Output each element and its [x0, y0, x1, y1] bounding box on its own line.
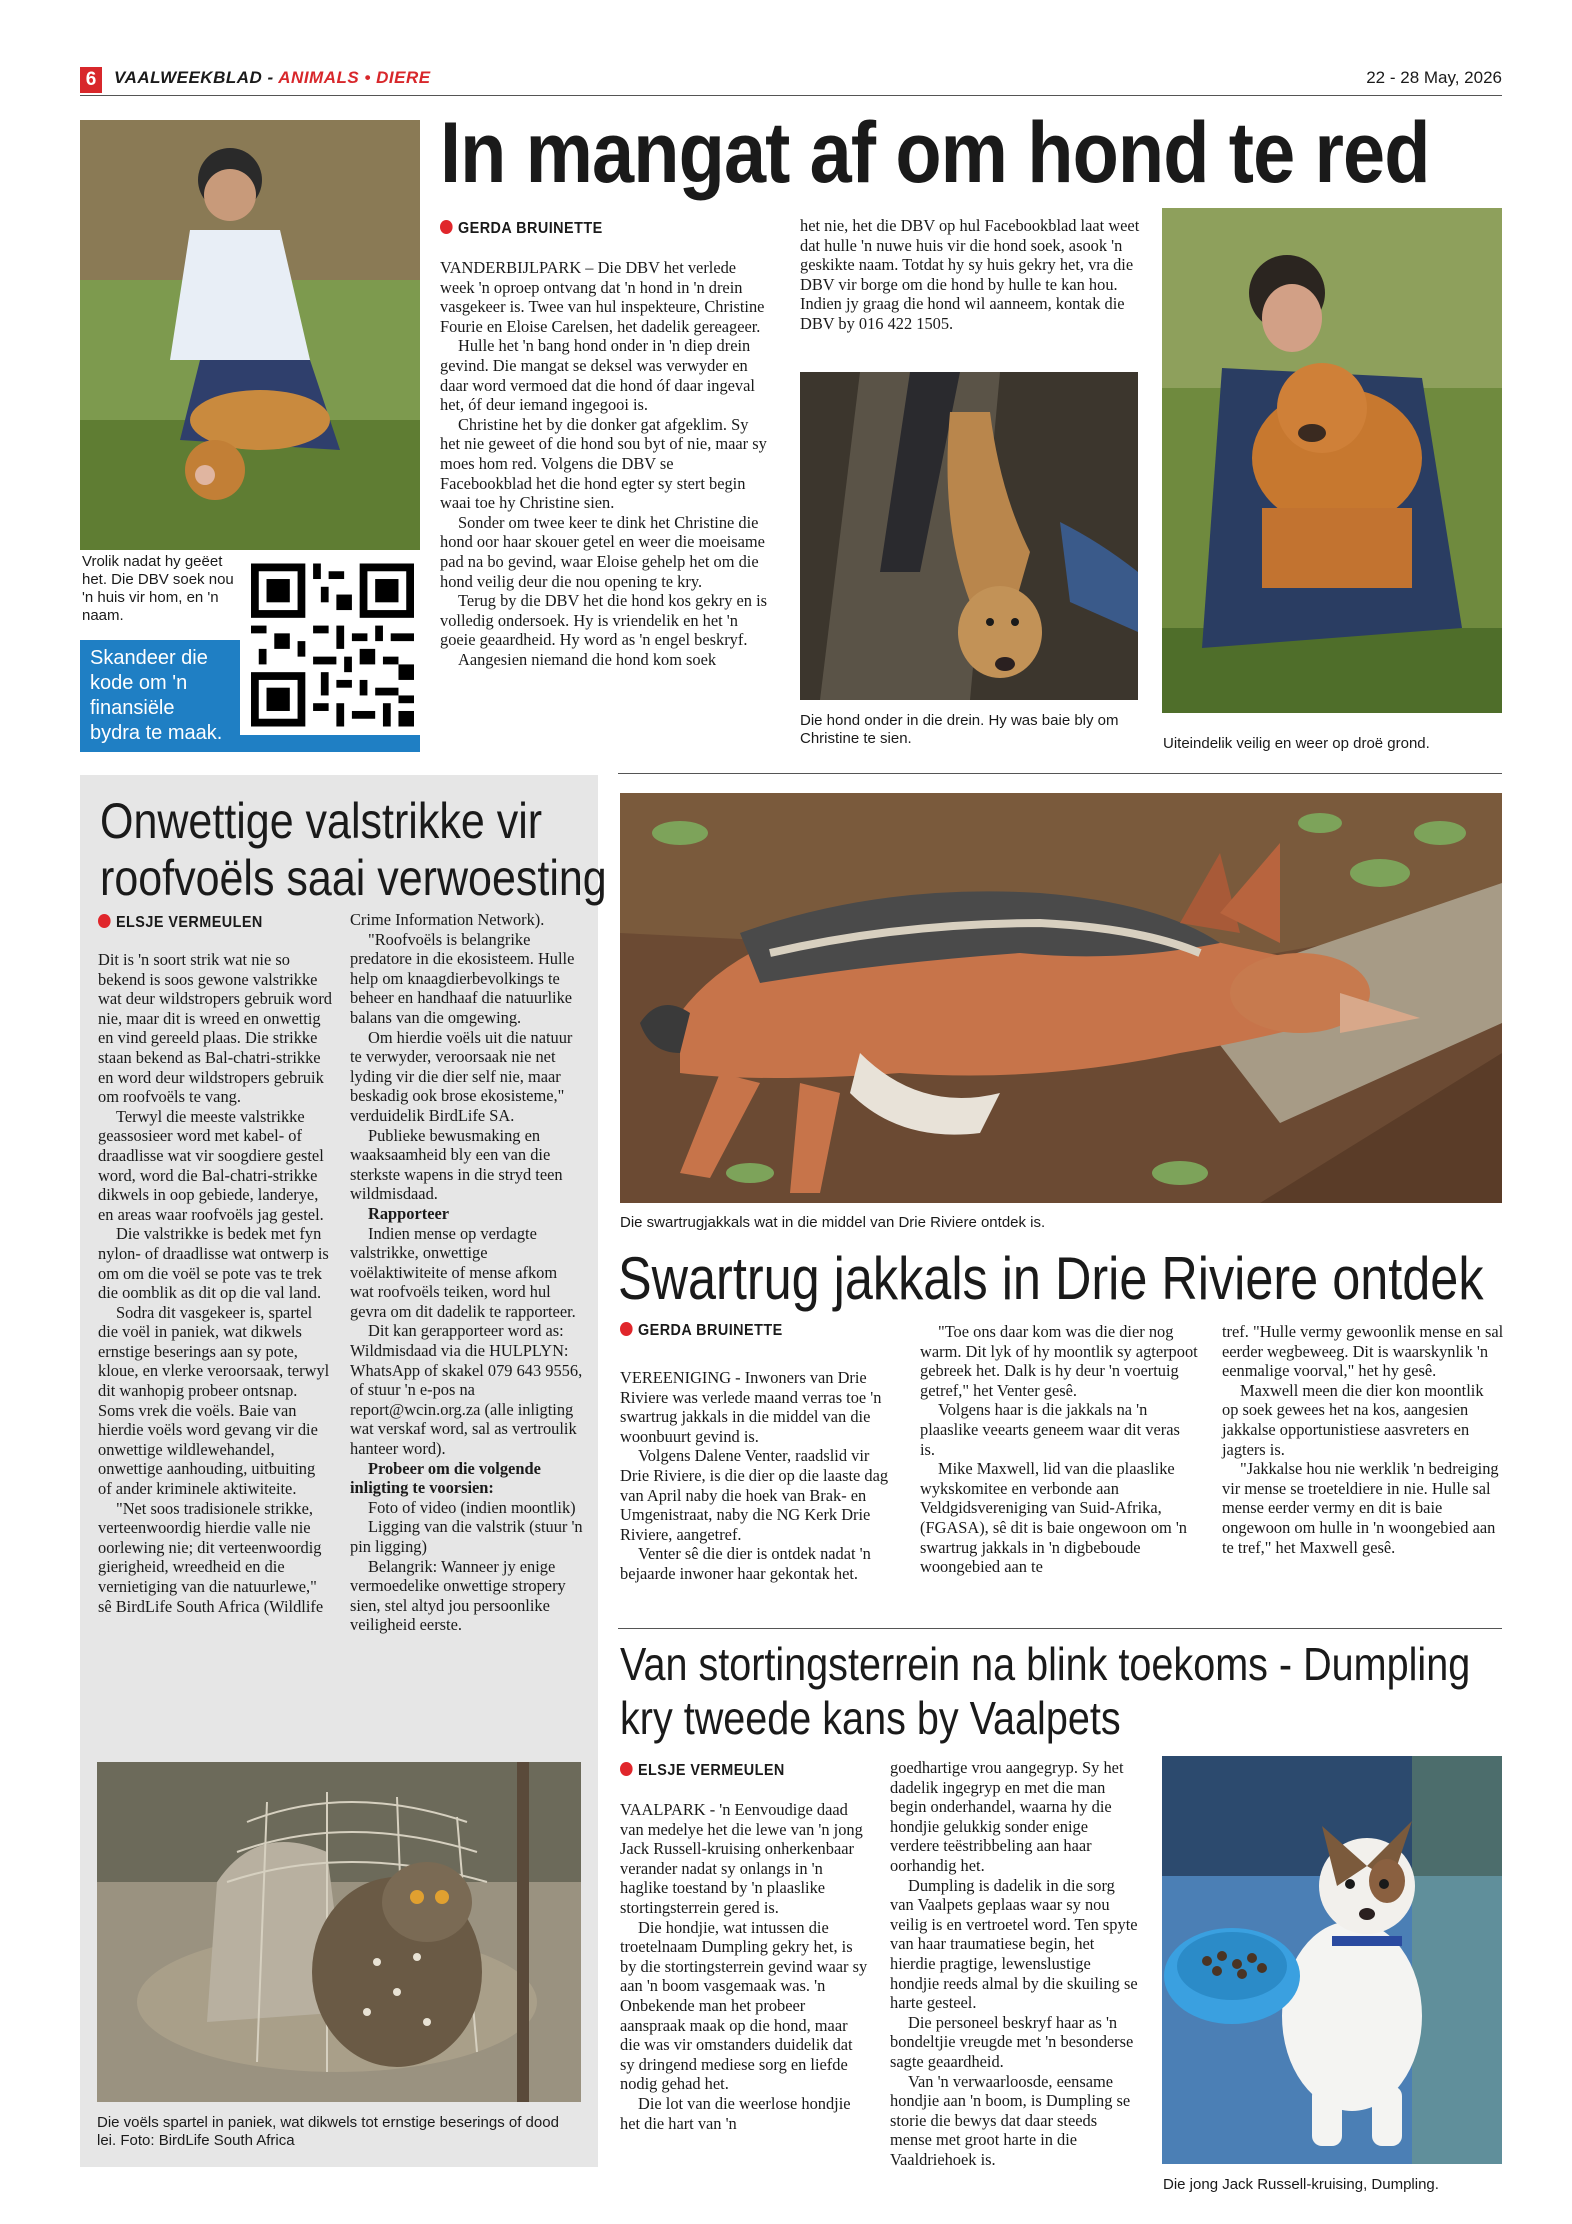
story1-c1-p1: Hulle het 'n bang hond onder in 'n diep drein gevind. Die mangat se deksel was verwyder en daar word vermoed dat die hond óf daar ingeval het, óf deur iemand ingegooi is.: [440, 336, 755, 415]
story3-bottom-rule: [618, 1628, 1502, 1629]
qr-code-icon: [251, 561, 414, 729]
story2-c2-p0: Crime Information Network).: [350, 910, 545, 929]
scan-to-donate-box: Skandeer die kode om 'n finansiële bydra te maak.: [80, 640, 240, 752]
story3-c3-p2: "Jakkalse hou nie werklik 'n bedreiging vir mense se troeteldiere in nie. Hulle sal mense eerder vermy en dit is baie ongewoon om hulle in 'n woongebied aan te tref," het Maxwell gesê.: [1222, 1459, 1499, 1557]
story3-photo-caption: Die swartrugjakkals wat in die middel van Drie Riviere ontdek is.: [620, 1214, 1046, 1231]
story4-c2-p0: goedhartige vrou aangegryp. Sy het dadelik ingegryp en met die man begin onderhandel, waarna hy die hondjie gelukkig sonder enige verdere teëstribbeling aan haar oorhandig het.: [890, 1758, 1124, 1875]
story1-byline: [440, 220, 603, 238]
story4-c1-p0: VAALPARK - 'n Eenvoudige daad van medelye het die lewe van 'n jong Jack Russell-kruising onherkenbaar verander nadat sy onlangs in 'n haglike toestand by 'n plaaslike stortingsterrein gered is.: [620, 1800, 863, 1917]
story4-c2-p1: Dumpling is dadelik in die sorg van Vaalpets geplaas waar sy nou veilig is en vertroetel word. Ten spyte van haar traumatiese begin, het hierdie pragtige, lewenslustige hondjie reeds almal by die skuiling se harte gesteel.: [890, 1875, 1138, 2013]
story4-c2-p2: Die personeel beskryf haar as 'n bondeltjie vreugde met 'n besonderse sagte geaardheid.: [890, 2012, 1134, 2071]
story2-c2-p2: Om hierdie voëls uit die natuur te verwyder, veroorsaak nie net lyding vir die dier self nie, maar beskadig ook brose ekosisteme," verduidelik BirdLife SA.: [350, 1027, 573, 1125]
story2-c2-p1: "Roofvoëls is belangrike predatore in die ekosisteem. Hulle help om knaagdierbevolkings te beheer en handhaaf die natuurlike balans van die omgewing.: [350, 929, 575, 1027]
story2-byline: [98, 914, 263, 932]
story1-photo3-caption: Uiteindelik veilig en weer op droë grond.: [1163, 735, 1430, 752]
story3-c1-p1: Volgens Dalene Venter, raadslid vir Drie Riviere, is die dier op die laaste dag van April naby die hoek van Brak- en Umgenistraat, naby die NG Kerk Drie Riviere, aangetref.: [620, 1446, 889, 1544]
story2-photo-caption: Die voëls spartel in paniek, wat dikwels tot ernstige beserings of dood lei. Foto: BirdLife South Africa: [97, 2114, 559, 2149]
story1-photo2-caption: Die hond onder in die drein. Hy was baie bly om Christine te sien.: [800, 712, 1119, 747]
story3-byline-name: GERDA BRUINETTE: [638, 1322, 783, 1339]
masthead-separator: -: [262, 68, 279, 87]
byline-dot-icon: [620, 1762, 633, 1776]
story2-c2-p3: Publieke bewusmaking en waaksaamheid bly een van die sterkste wapens in die stryd teen wildmisdaad.: [350, 1125, 563, 1204]
story4-byline: [620, 1762, 785, 1780]
story1-c1-p3: Sonder om twee keer te dink het Christine die hond oor haar skouer getel en weer die moeisame pad na bo gevind, waar Eloise gehelp het om die hond veilig deur die nou opening te kry.: [440, 512, 765, 591]
story4-c1-p1: Die hondjie, wat intussen die troetelnaam Dumpling gekry het, is by die stortingsterrein gevind waar sy aan 'n boom vasgemaak was. 'n Onbekende man het probeer aanspraak maak op die hond, maar die was vir omstanders duidelik dat sy dringend mediese sorg en liefde nodig gehad het.: [620, 1917, 868, 2094]
story1-headline: In mangat af om hond te red: [440, 105, 1430, 201]
story3-c2-p2: Mike Maxwell, lid van die plaaslike wykskomitee en verbonde aan Veldgidsvereniging van Suid-Afrika, (FGASA), sê dit is baie ongewoon om 'n swartrug jakkals in 'n digbeboude woongebied aan te: [920, 1459, 1188, 1577]
photo-owl-in-trap: [97, 1762, 581, 2102]
story1-photo1-caption: Vrolik nadat hy geëet het. Die DBV soek nou 'n huis vir hom, en 'n naam.: [82, 553, 234, 624]
story2-byline-name: ELSJE VERMEULEN: [116, 914, 263, 931]
story3-c2-p1: Volgens haar is die jakkals na 'n plaaslike veearts geneem waar dit veras is.: [920, 1400, 1180, 1459]
story2-c2-p9: Ligging van die valstrik (stuur 'n pin ligging): [350, 1517, 583, 1556]
story2-c1-p1: Terwyl die meeste valstrikke geassosieer word met kabel- of draadlisse wat vir soogdiere gestel word, word die Bal-chatri-strikke dikwels in oop gebiede, landerye, en areas waar roofvoëls jag gestel.: [98, 1106, 324, 1224]
story3-column-3: [1222, 1322, 1504, 1557]
story2-headline-line1: Onwettige valstrikke vir: [100, 793, 543, 849]
story4-column-2: [890, 1758, 1138, 2169]
story2-c1-p2: Die valstrikke is bedek met fyn nylon- of draadlisse wat ontwerp is om om die voël se pote vas te trek die oomblik as dit op die val land.: [98, 1224, 329, 1303]
story1-c1-p2: Christine het by die donker gat afgeklim. Sy het nie geweet of die hond sou byt of nie, maar sy moes hom red. Volgens die DBV se Facebookblad het die hond egter sy stert begin waai toe hy Christine sien.: [440, 414, 767, 513]
story2-c2-p8: Foto of video (indien moontlik): [368, 1497, 576, 1517]
header-rule: [80, 95, 1502, 96]
story2-column-1: [98, 950, 332, 1616]
story2-column-2: [350, 910, 584, 1635]
story2-headline-line2: roofvoëls saai verwoesting: [100, 850, 607, 906]
story4-column-1: [620, 1800, 868, 2133]
byline-dot-icon: [620, 1322, 633, 1336]
masthead: [114, 68, 431, 88]
story1-c1-p0: VANDERBIJLPARK – Die DBV het verlede week 'n oproep ontvang dat 'n hond in 'n drein vasgekeer is. Twee van hul inspekteure, Christine Fourie en Eloise Carelsen, het dadelik gereageer.: [440, 258, 765, 336]
story3-c1-p2: Venter sê die dier is ontdek nadat 'n bejaarde inwoner haar gekontak het.: [620, 1544, 871, 1583]
story1-column-1: [440, 258, 768, 669]
story3-headline: Swartrug jakkals in Drie Riviere ontdek: [618, 1245, 1484, 1312]
byline-dot-icon: [440, 220, 453, 234]
story4-photo-caption: Die jong Jack Russell-kruising, Dumpling.: [1163, 2176, 1439, 2193]
photo-dog-in-drain: [800, 372, 1138, 700]
story3-c3-p0: tref. "Hulle vermy gewoonlik mense en sal eerder wegbeweeg. Dit is waarskynlik 'n eenmalige voorval," het hy gesê.: [1222, 1322, 1504, 1381]
story4-c1-p2: Die lot van die weerlose hondjie het die hart van 'n: [620, 2093, 851, 2133]
story4-byline-name: ELSJE VERMEULEN: [638, 1762, 785, 1779]
story3-c2-p0: "Toe ons daar kom was die dier nog warm. Dit lyk of hy moontlik sy agterpoot gebreek het. Dalk is hy deur 'n voertuig getref," het Venter gesê.: [920, 1322, 1198, 1400]
page-number: 6: [80, 67, 102, 93]
story2-c2-p6: Dit kan gerapporteer word as: Wildmisdaad via die HULPLYN: WhatsApp of skakel 079 643 9556, of stuur 'n e-pos na report@wcin.org.za (alle inligting wat verskaf word, sal as vertroulik hanteer word).: [350, 1321, 583, 1459]
story1-c2-p0: het nie, het die DBV op hul Facebookblad laat weet dat hulle 'n nuwe huis vir die hond soek, asook 'n geskikte naam. Totdat hy sy huis gekry het, vra die DBV vir borge om die hond by hulle te kan hou. Indien jy graag die hond wil aanneem, kontak die DBV by 016 422 1505.: [800, 216, 1140, 333]
photo-black-backed-jackal: [620, 793, 1502, 1203]
story1-byline-name: GERDA BRUINETTE: [458, 220, 603, 237]
photo-woman-with-dog: [80, 120, 420, 550]
byline-dot-icon: [98, 914, 111, 928]
story3-byline: [620, 1322, 783, 1340]
photo-woman-hugging-dog: [1162, 208, 1502, 713]
story2-c1-p0: Dit is 'n soort strik wat nie so bekend is soos gewone valstrikke wat deur wildstropers gebruik word nie, maar dit is wreed en onwettig en vind gereeld plaas. Die strikke staan bekend as Bal-chatri-strikke en word deur wildstropers gebruik om roofvoëls te vang.: [98, 950, 332, 1107]
section-name: ANIMALS • DIERE: [278, 68, 431, 87]
story4-headline-line2: kry tweede kans by Vaalpets: [620, 1692, 1121, 1744]
photo-dumpling-dog: [1162, 1756, 1502, 2164]
story2-c2-p10: Belangrik: Wanneer jy enige vermoedelike onwettige stropery sien, stel altyd jou persoonlike veiligheid eerste.: [350, 1556, 566, 1635]
story1-column-2: [800, 216, 1140, 334]
story2-c1-p4: "Net soos tradisionele strikke, verteenwoordig hierdie valle nie oorlewing nie; dit verteenwoordig gierigheid, wreedheid en die vernietiging van die natuurlewe," sê BirdLife South Africa (Wildlife: [98, 1498, 324, 1616]
story2-c2-subhead-inligting: Probeer om die volgende inligting te voorsien:: [350, 1458, 541, 1498]
story4-headline-line1: Van stortingsterrein na blink toekoms - Dumpling: [620, 1638, 1471, 1690]
story4-c2-p3: Van 'n verwaarloosde, eensame hondjie aan 'n boom, is Dumpling se storie die bewys dat daar steeds mense met groot harte in die Vaaldriehoek is.: [890, 2071, 1131, 2169]
story2-c2-subhead-rapporteer: Rapporteer: [368, 1203, 450, 1223]
issue-date: 22 - 28 May, 2026: [1366, 68, 1502, 87]
story1-c1-p4: Terug by die DBV het die hond kos gekry en is volledig ondersoek. Hy is vriendelik en het 'n goeie geaardheid. Hy word as 'n engel beskryf.: [440, 591, 768, 650]
story1-bottom-rule: [618, 773, 1502, 774]
qr-code[interactable]: [245, 555, 420, 735]
story2-c2-p5: Indien mense op verdagte valstrikke, onwettige voëlaktiwiteite of mense afkom wat roofvoëls teiken, word hul gevra om dit dadelik te rapporteer.: [350, 1223, 576, 1321]
story1-c1-p5: Aangesien niemand die hond kom soek: [458, 649, 717, 669]
story2-c1-p3: Sodra dit vasgekeer is, spartel die voël in paniek, wat dikwels ernstige beserings aan sy pote, kloue, en vlerke veroorsaak, terwyl dit wanhopig probeer ontsnap. Soms vrek die voëls. Baie van hierdie voëls word gevang vir die onwettige wildlewehandel, onwettige aanhouding, uitbuiting of ander kriminele aktiwiteite.: [98, 1302, 330, 1499]
scan-box-strip: [240, 735, 420, 752]
story3-column-2: [920, 1322, 1198, 1577]
story3-c3-p1: Maxwell meen die dier kon moontlik op soek gewees het na kos, aangesien jakkalse opportunistiese aasvreters en jagters is.: [1222, 1380, 1484, 1459]
story3-column-1: [620, 1368, 898, 1584]
story3-c1-p0: VEREENIGING - Inwoners van Drie Riviere was verlede maand verras toe 'n swartrug jakkals in die middel van die woonbuurt gevind is.: [620, 1368, 882, 1446]
paper-name: VAALWEEKBLAD: [114, 68, 263, 87]
